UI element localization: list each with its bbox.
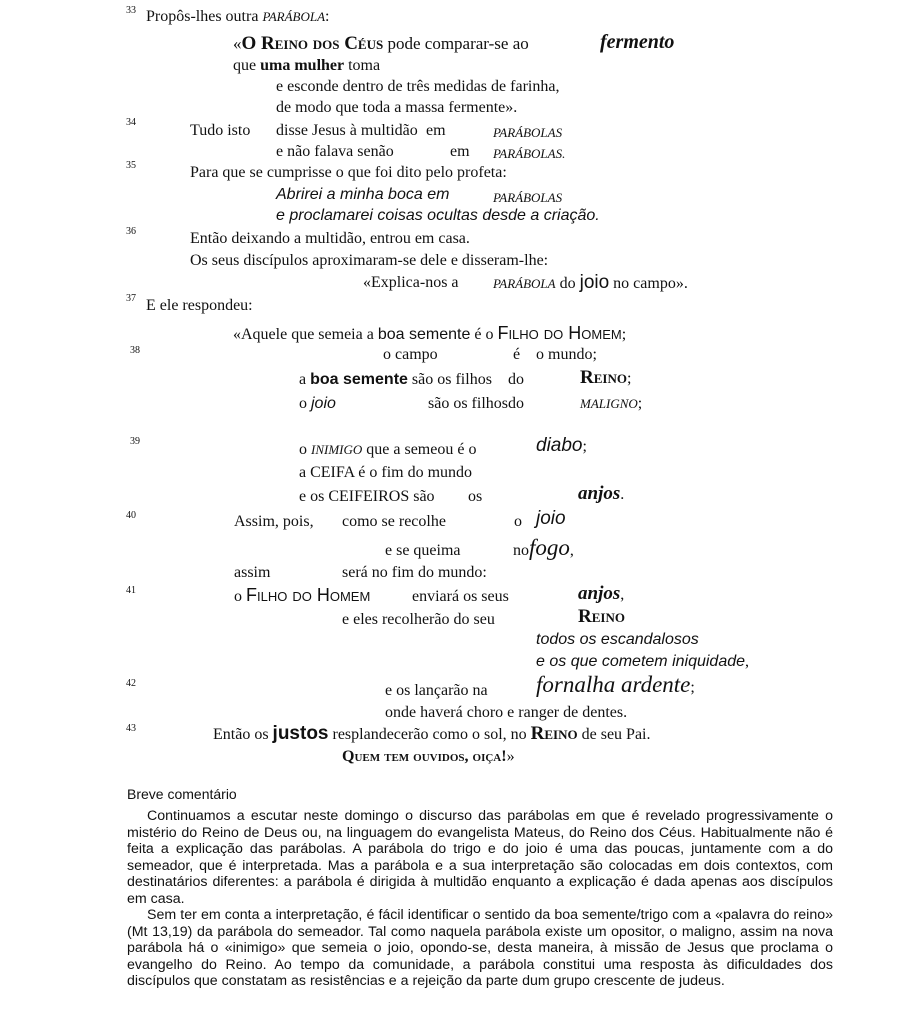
verse-line (536, 652, 749, 672)
emphasis: anjos (578, 583, 621, 604)
text: é o (470, 326, 498, 343)
emphasis: Filho do Homem (497, 323, 622, 343)
emphasis: e proclamarei coisas ocultas desde a criação. (276, 207, 600, 224)
text: e os CEIFEIROS são (299, 488, 435, 505)
text: do (508, 371, 524, 388)
verse-line (299, 394, 336, 414)
text: «Explica-nos a (363, 274, 459, 291)
emphasis: boa semente (310, 371, 408, 388)
verse-line (580, 394, 642, 414)
verse-line (536, 436, 587, 457)
emphasis: fogo (529, 535, 570, 560)
verse-line: Os seus discípulos aproximaram-se dele e disseram-lhe: (190, 252, 549, 269)
text: toma (344, 57, 381, 74)
verse-number: 33 (126, 5, 136, 16)
verse-line (299, 440, 476, 460)
verse-number: 42 (126, 678, 136, 689)
verse-number: 35 (126, 160, 136, 171)
text: em (450, 143, 470, 160)
text: o (299, 395, 311, 412)
text: Assim, pois, (234, 513, 314, 530)
emphasis: Filho do Homem (246, 585, 371, 605)
text: disse Jesus à multidão (276, 122, 418, 139)
verse-line (233, 323, 626, 345)
text: em (426, 122, 446, 139)
text: são os filhos (428, 395, 508, 412)
text: do (508, 395, 524, 412)
text: o campo (383, 346, 438, 363)
emphasis: Reino (530, 723, 578, 744)
verse-number: 43 (126, 723, 136, 734)
emphasis: O Reino dos Céus (241, 33, 384, 54)
emphasis: Reino (580, 367, 627, 388)
verse-line (513, 535, 574, 561)
verse-number: 34 (126, 117, 136, 128)
verse-line (213, 724, 650, 745)
verse-line: Para que se cumprisse o que foi dito pelo profeta: (190, 164, 507, 181)
text: ; (690, 679, 695, 696)
text: enviará os seus (412, 588, 509, 605)
text: pode comparar-se ao (383, 34, 529, 53)
text: no campo». (609, 275, 688, 292)
text: assim (234, 564, 271, 581)
verse-line (342, 747, 515, 767)
emphasis: boa semente (377, 326, 471, 343)
emphasis: PARÁBOLAS. (493, 146, 566, 161)
text: e os lançarão na (385, 682, 488, 699)
emphasis: uma mulher (260, 57, 345, 74)
text: resplandecerão como o sol, no (328, 726, 531, 743)
verse-line (580, 368, 631, 389)
verse-line (493, 273, 688, 294)
commentary-body (127, 808, 833, 990)
text: , (745, 653, 750, 670)
emphasis: PARÁBOLA (262, 9, 326, 24)
emphasis: e os que cometem iniquidade (536, 653, 746, 670)
verse-line (146, 7, 329, 27)
text: será no fim do mundo: (342, 564, 487, 581)
text: Propôs-lhes outra (146, 8, 263, 25)
text: de seu Pai. (577, 726, 651, 743)
verse-line (536, 672, 695, 698)
section-heading: Breve comentário (127, 786, 237, 802)
emphasis: Quem tem ouvidos, oiça! (342, 748, 507, 765)
text: o (299, 441, 311, 458)
verse-number: 40 (126, 510, 136, 521)
commentary-paragraph: Continuamos a escutar neste domingo o discurso das parábolas em que é revelado progressivamente o mistério do Reino de Deus ou, na linguagem do evangelista Mateus, do Reino dos Céus. Habitualmente não é feita a explicação das parábolas. A parábola do trigo e do joio é uma das poucas, juntamente com a do semeador, que é interpretada. Mas a parábola e a sua interpretação são colocadas em dois contextos, com destinatários diferentes: a parábola é dirigida à multidão enquanto a explicação é dada apenas aos discípulos em casa. (127, 808, 833, 907)
text: , (620, 586, 625, 603)
verse-number: 41 (126, 585, 136, 596)
emphasis: justos (272, 723, 329, 744)
emphasis: joio (536, 508, 566, 529)
verse-line (578, 484, 624, 505)
text: que a semeou é o (362, 441, 477, 458)
text: como se recolhe (342, 513, 446, 530)
text: « (233, 34, 242, 53)
text: ; (626, 370, 632, 387)
verse-line (234, 585, 370, 607)
emphasis: todos os escandalosos (536, 631, 699, 648)
emphasis: joio (579, 272, 610, 293)
text: o (514, 513, 522, 530)
text: o (234, 588, 246, 605)
text: e eles recolherão do seu (342, 611, 495, 628)
emphasis: MALIGNO (580, 396, 638, 411)
text: e se queima (385, 542, 461, 559)
verse-line: a CEIFA é o fim do mundo (299, 464, 473, 481)
emphasis: fermento (600, 31, 675, 53)
emphasis: PARÁBOLAS (493, 125, 563, 140)
verse-line: e esconde dentro de três medidas de farinha, (276, 78, 560, 95)
emphasis: Reino (578, 606, 625, 627)
verse-line (578, 584, 624, 605)
emphasis: fornalha ardente (536, 672, 691, 697)
text: Então os (213, 726, 273, 743)
text: » (506, 748, 515, 765)
text: que (233, 57, 261, 74)
text: o mundo; (536, 346, 597, 363)
verse-number: 39 (130, 436, 140, 447)
text: os (468, 488, 483, 505)
text: ; (582, 438, 587, 455)
text: é (513, 346, 521, 363)
verse-line: onde haverá choro e ranger de dentes. (385, 704, 628, 721)
text: . (620, 486, 625, 503)
emphasis: diabo (536, 435, 583, 456)
emphasis: anjos (578, 483, 621, 504)
text: e não falava senão (276, 143, 394, 160)
verse-line: Então deixando a multidão, entrou em casa. (190, 230, 470, 247)
emphasis: PARÁBOLAS (493, 190, 563, 205)
verse-number: 36 (126, 226, 136, 237)
text: «Aquele que semeia a (233, 326, 378, 343)
text: no (513, 542, 529, 559)
verse-number: 38 (130, 345, 140, 356)
commentary-paragraph: Sem ter em conta a interpretação, é fácil identificar o sentido da boa semente/trigo com a «palavra do reino» (Mt 13,19) da parábola do semeador. Tal como naquela parábola existe um opositor, o maligno, assim na nova parábola há o «inimigo» que semeia o joio, opondo-se, desta maneira, à missão de Jesus que proclama o evangelho do Reino. Ao tempo da comunidade, a parábola constitui uma resposta às dificuldades dos discípulos que constatam as resistências e a rejeição da parte dum grupo crescente de judeus. (127, 907, 833, 989)
verse-line (233, 56, 380, 76)
text: ; (621, 326, 627, 343)
verse-number: 37 (126, 293, 136, 304)
emphasis: INIMIGO (311, 442, 363, 457)
text: : (325, 8, 330, 25)
verse-line: E ele respondeu: (146, 297, 253, 314)
text: são os filhos (407, 371, 492, 388)
text: a (299, 371, 311, 388)
verse-line: de modo que toda a massa fermente». (276, 99, 518, 116)
emphasis: Abrirei a minha boca em (276, 186, 450, 203)
text: Tudo isto (190, 122, 251, 139)
text: do (555, 275, 580, 292)
text: ; (637, 395, 643, 412)
text: , (569, 542, 574, 559)
emphasis: joio (311, 395, 336, 412)
verse-line (233, 34, 529, 54)
verse-line (299, 370, 492, 390)
emphasis: PARÁBOLA (493, 276, 556, 291)
